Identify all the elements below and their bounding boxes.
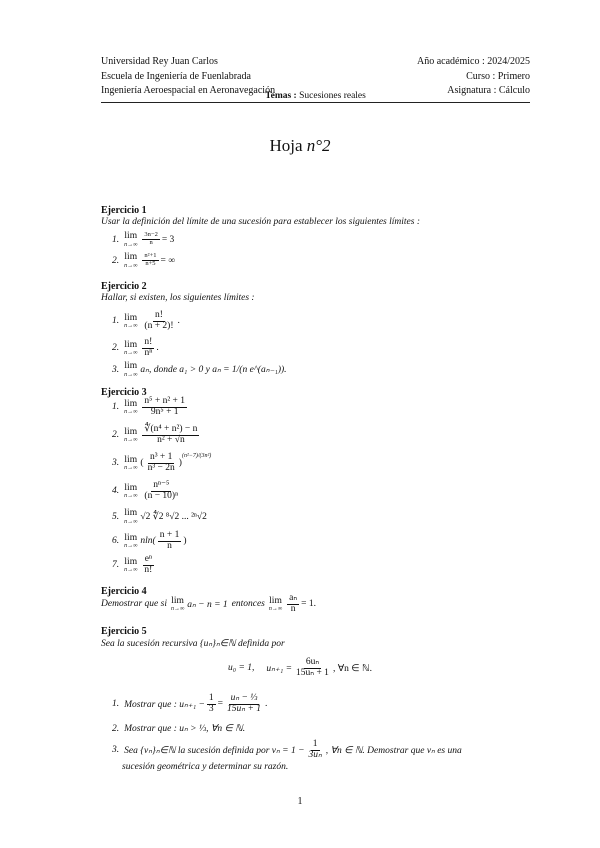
ex3-item-2 (112, 425, 201, 446)
limit: lim n→∞ (124, 312, 138, 330)
item-number: 3. (112, 458, 120, 469)
fraction: $\frac{\text{n³ + 1}}{\text{n³ − 2n}}$ (147, 452, 175, 473)
course: Curso : Primero (466, 70, 530, 82)
ex5-item-1 (112, 694, 267, 715)
punct: . (264, 699, 268, 710)
limit: lim n→∞ (124, 426, 138, 444)
school-name: Escuela de Ingeniería de Fuenlabrada (101, 70, 251, 82)
ex4-statement (101, 594, 316, 615)
item-number: 2. (112, 430, 120, 441)
fraction: $\frac{1}{3}$ (208, 693, 214, 714)
suffix: ) (183, 536, 187, 547)
limit: lim n→∞ (124, 454, 138, 472)
fraction: $\frac{\text{6uₙ}}{\text{15uₙ + 1}}$ (296, 657, 329, 678)
expression: √2 ∜2 ⁸√2 ... ²ⁿ√2 (140, 512, 207, 523)
ex1-item-1 (112, 232, 174, 248)
expression: aₙ, donde a₁ > 0 y aₙ = 1/(n e^(aₙ₋₁)). (140, 365, 287, 376)
limit: lim n→∞ (124, 252, 138, 269)
punct: . (177, 316, 180, 327)
limit: lim n→∞ (124, 231, 138, 248)
item-number: 1. (112, 234, 120, 245)
limit: lim n→∞ (124, 556, 138, 574)
limit: lim n→∞ (124, 508, 138, 525)
prefix: nln( (140, 536, 156, 547)
ex5-item-2 (112, 723, 245, 734)
item-number: 3. (112, 364, 120, 375)
ex1-intro: Usar la definición del límite de una sucesión para establecer los siguientes límites : (101, 217, 420, 227)
def-initial: u₀ = 1, (228, 663, 255, 674)
exponent: (n²−7)/(3n²) (181, 453, 212, 459)
ex3-item-6 (112, 531, 187, 552)
punct: . (156, 343, 159, 354)
ex3-item-3: 3. lim n→∞ ( $\frac{\text{n³ + 1}}{\text{n³ − 2n}}$ ) $^{(n^2-7)/(3n^2)}$ (112, 452, 212, 473)
item-number: 1. (112, 316, 120, 327)
text: Demostrar que si (101, 599, 167, 610)
item-number: 3. (112, 745, 120, 756)
topic-value: Sucesiones reales (299, 91, 366, 101)
university-name: Universidad Rey Juan Carlos (101, 56, 218, 67)
text: Sea {vₙ}ₙ∈ℕ la sucesión definida por vₙ = 1 − (124, 745, 305, 756)
ex3-heading: Ejercicio 3 (101, 387, 147, 398)
ex2-intro: Hallar, si existen, los siguientes límites : (101, 293, 255, 303)
item-number: 1. (112, 402, 120, 413)
header-rule (101, 102, 530, 103)
item-number: 7. (112, 560, 120, 571)
academic-year: Año académico : 2024/2025 (416, 56, 530, 67)
expression: aₙ − n = 1 (187, 599, 228, 610)
fraction: $\frac{\text{uₙ − ⅓}}{\text{15uₙ + 1}}$ (227, 693, 261, 714)
fraction: $\frac{\text{aₙ}}{n}$ (289, 593, 298, 614)
item-number: 1. (112, 699, 120, 710)
fraction: $\frac{\text{eⁿ}}{n!}$ (144, 554, 153, 575)
item-number: 6. (112, 536, 120, 547)
topic (101, 91, 530, 101)
def-recursion: uₙ₊₁ = (266, 663, 293, 674)
limit: lim n→∞ (124, 339, 138, 357)
fraction: $\frac{\text{nⁿ⁻⁵}}{\text{(n − 10)ⁿ}}$ (144, 480, 179, 501)
equals: = (217, 699, 224, 710)
limit: lim n→∞ (124, 482, 138, 500)
fraction: $\frac{n + 1}{n}$ (159, 530, 180, 551)
item-number: 2. (112, 255, 120, 266)
fraction: $\frac{n!}{(n + 2)!}$ (144, 310, 174, 331)
fraction: $\frac{n!}{\text{nⁿ}}$ (144, 337, 153, 358)
limit: lim n→∞ (268, 595, 283, 613)
limit: lim n→∞ (170, 595, 185, 613)
ex5-heading: Ejercicio 5 (101, 626, 147, 637)
fraction: $\frac{3n-2}{n}$ (144, 231, 158, 247)
item-number: 4. (112, 486, 120, 497)
ex3-item-4 (112, 481, 182, 502)
degree-name: Ingeniería Aeroespacial en Aeronavegación (101, 85, 276, 96)
title-number: n°2 (306, 136, 331, 155)
fraction: $\frac{1}{\text{3uₙ}}$ (308, 739, 322, 760)
ex3-item-7 (112, 555, 156, 576)
result: = 3 (161, 234, 175, 245)
ex5-definition (0, 658, 600, 679)
text: entonces (231, 599, 265, 610)
fraction: $\frac{\text{∜(n⁴ + n²) − n}}{\text{n² + √n}}$ (144, 424, 198, 445)
item-number: 2. (112, 343, 120, 354)
limit: lim n→∞ (124, 532, 138, 550)
result: = 1. (301, 599, 317, 610)
ex1-heading: Ejercicio 1 (101, 205, 147, 216)
ex5-item-3 (112, 740, 462, 761)
fraction: $\frac{\text{n⁵ + n² + 1}}{\text{9n⁵ + 1}}$ (144, 396, 186, 417)
ex3-item-1 (112, 397, 189, 418)
result: = ∞ (160, 255, 176, 266)
def-tail: , ∀n ∈ ℕ. (332, 663, 372, 674)
subject: Asignatura : Cálculo (447, 85, 530, 96)
ex2-heading: Ejercicio 2 (101, 281, 147, 292)
ex2-item-2 (112, 338, 159, 359)
text: , ∀n ∈ ℕ. Demostrar que vₙ es una (325, 745, 462, 756)
text: Mostrar que : uₙ > ⅓, ∀n ∈ ℕ. (124, 724, 246, 734)
ex5-item-3-line2: sucesión geométrica y determinar su razón. (122, 762, 289, 772)
ex4-heading: Ejercicio 4 (101, 586, 147, 597)
ex2-item-3 (112, 362, 287, 378)
topic-label: Temas : (265, 91, 297, 101)
item-number: 2. (112, 723, 120, 734)
ex3-item-5 (112, 509, 207, 525)
item-number: 5. (112, 511, 120, 522)
ex5-intro: Sea la sucesión recursiva {uₙ}ₙ∈ℕ definida por (101, 639, 285, 649)
text: Mostrar que : uₙ₊₁ − (124, 699, 205, 710)
ex1-item-2 (112, 253, 175, 269)
ex2-item-1 (112, 311, 180, 332)
page-number: 1 (297, 796, 303, 807)
title-text: Hoja (269, 136, 307, 155)
limit: lim n→∞ (124, 398, 138, 416)
page-title (0, 136, 600, 156)
fraction: $\frac{\text{n²+1}}{n+5}$ (144, 252, 157, 268)
limit: lim n→∞ (124, 361, 138, 378)
